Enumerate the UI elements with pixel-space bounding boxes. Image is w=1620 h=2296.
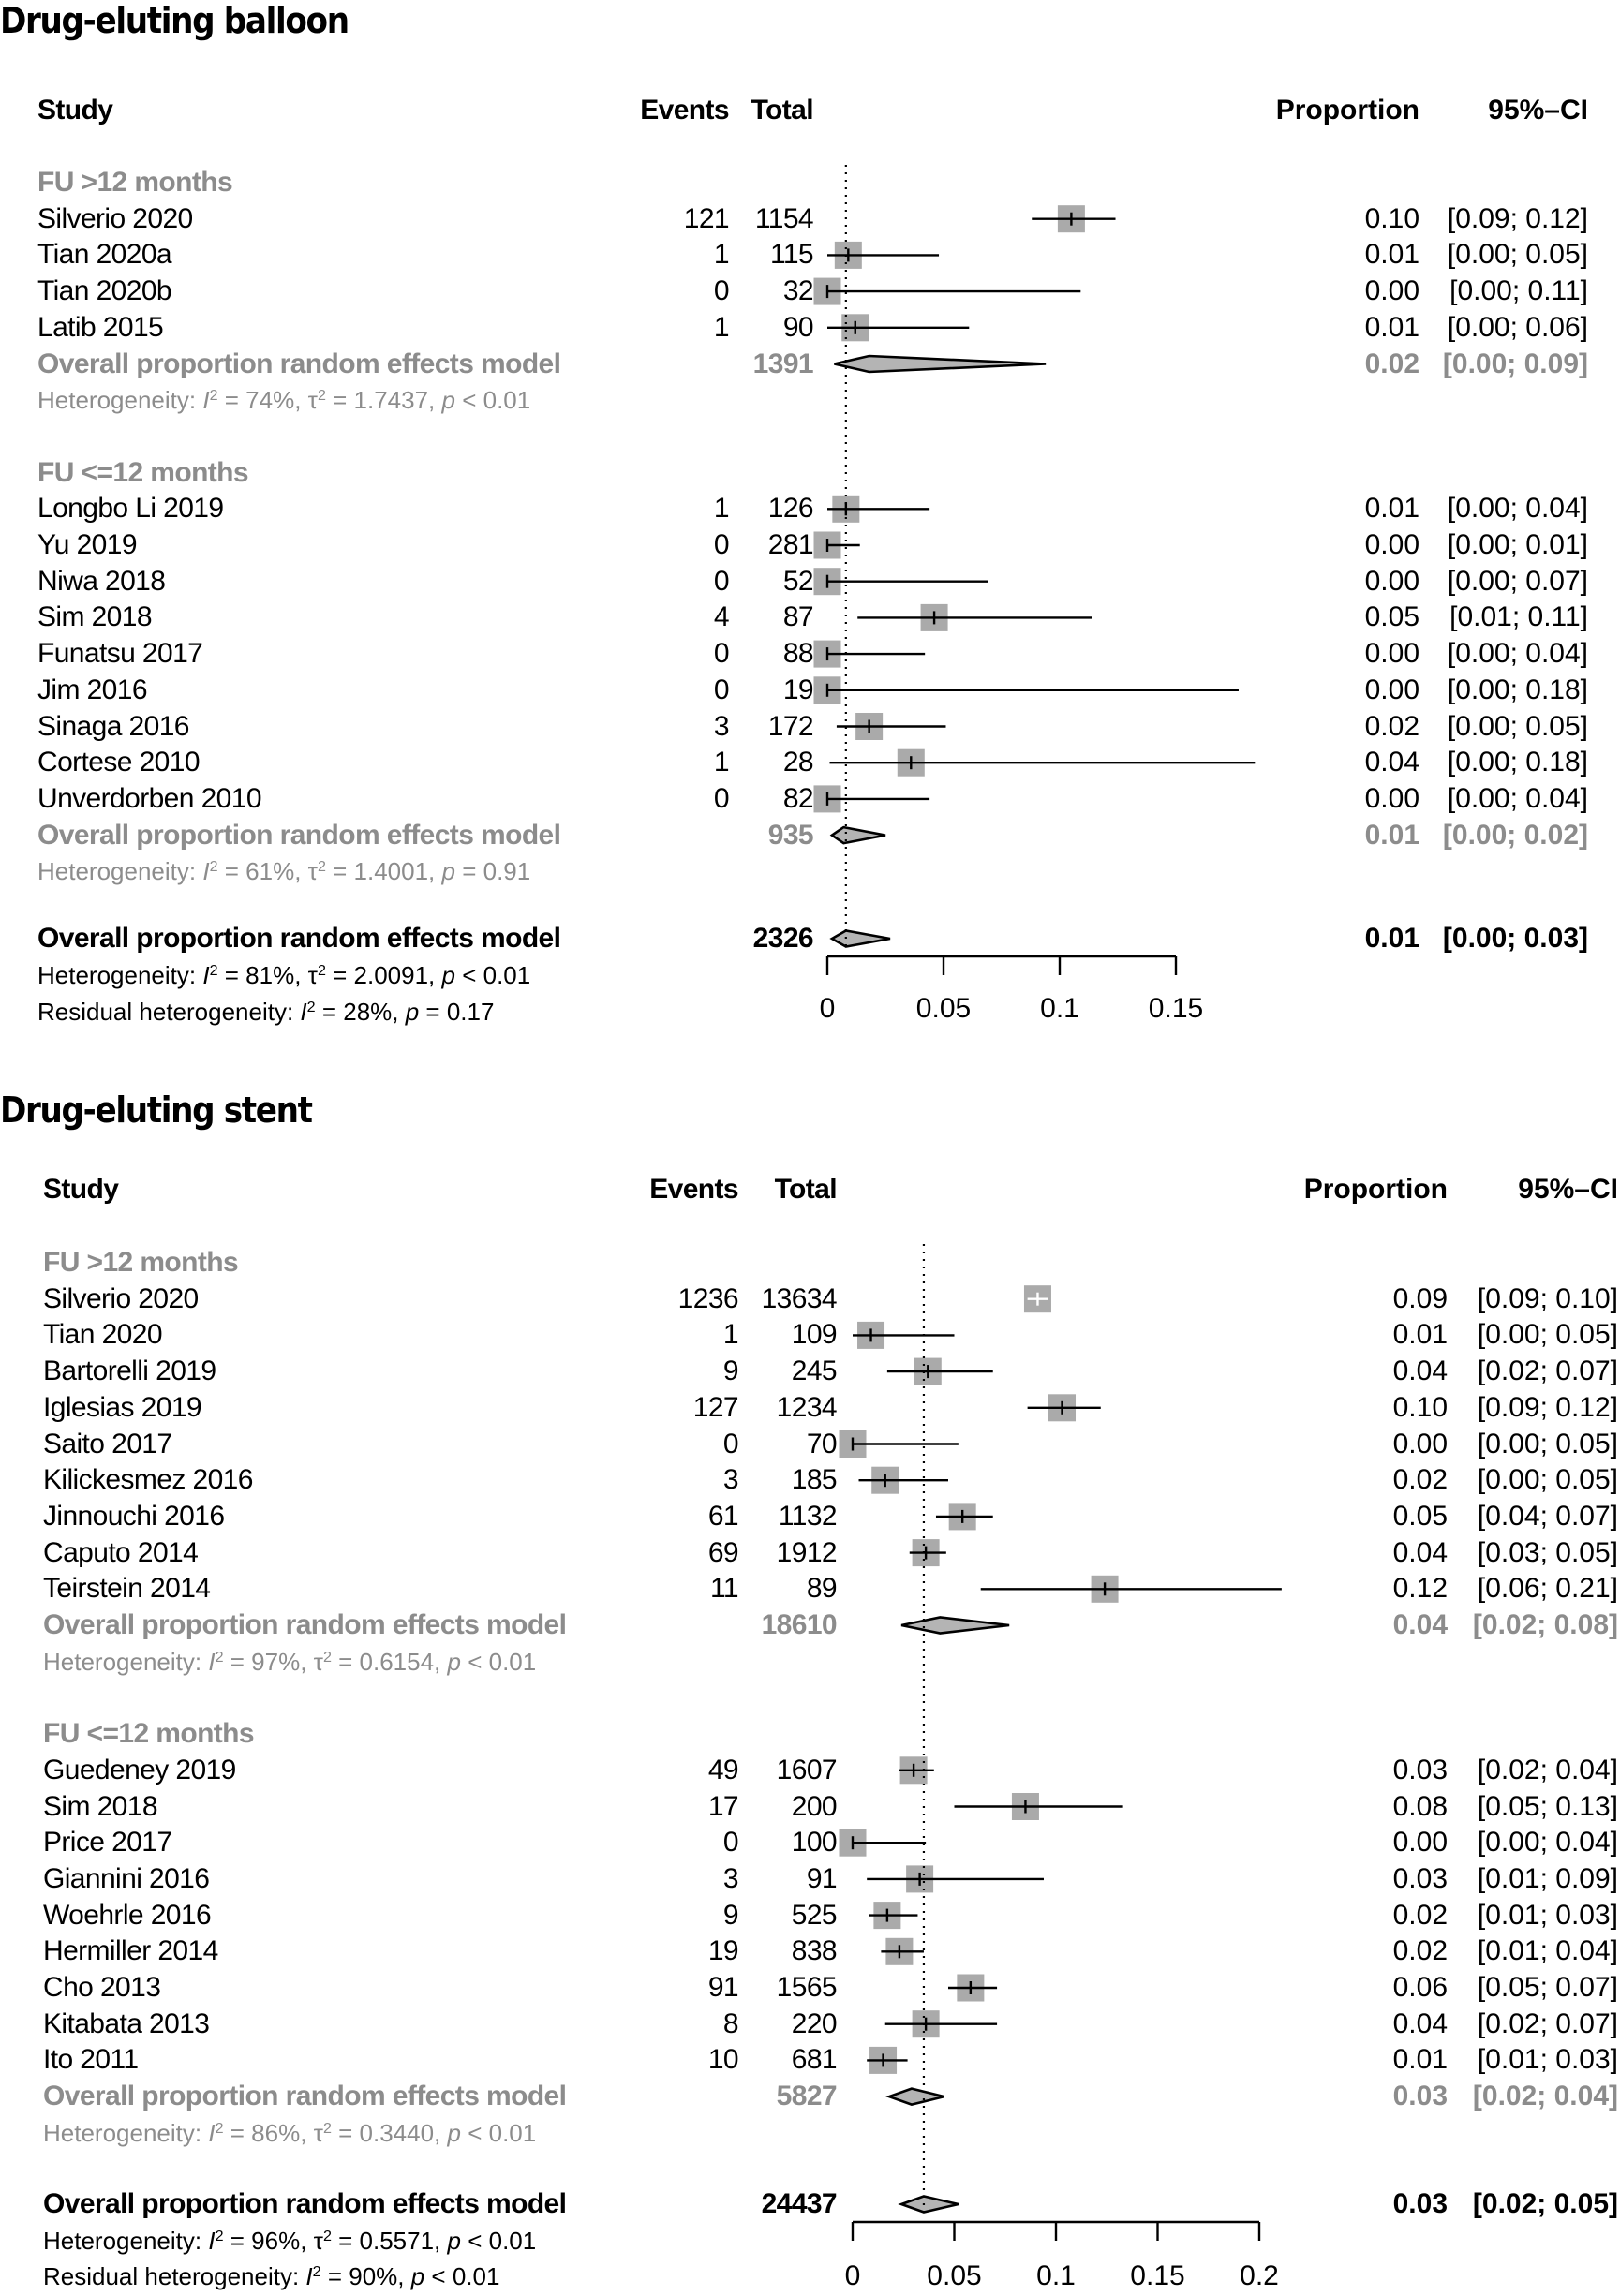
p-value: < 0.01 [424,2262,500,2290]
p-value: < 0.01 [460,2118,537,2147]
study-proportion: 0.03 [1392,1754,1448,1785]
study-events: 9 [722,1899,738,1931]
study-total: 281 [767,529,813,560]
tau2-exponent: 2 [317,387,326,405]
overall-label: Overall proportion random effects model [43,2188,567,2219]
subgroup-overall-label: Overall proportion random effects model [43,2081,567,2112]
study-proportion: 0.08 [1392,1790,1448,1822]
het-prefix: Residual heterogeneity: [37,998,301,1026]
study-total: 838 [791,1935,837,1967]
i2-exponent: 2 [312,2263,321,2281]
study-name: Kilickesmez 2016 [43,1464,253,1496]
study-events: 11 [710,1573,738,1605]
tau2-value: = 1.7437, [325,386,442,415]
study-events: 4 [713,601,729,633]
p-value: < 0.01 [454,961,531,989]
p-value: < 0.01 [460,1647,537,1676]
study-ci: [0.01; 0.04] [1477,1935,1618,1967]
study-name: Silverio 2020 [43,1282,199,1314]
study-events: 9 [722,1355,738,1387]
i2-value: = 28%, [315,998,406,1026]
study-proportion: 0.01 [1364,239,1419,271]
study-ci: [0.09; 0.10] [1477,1282,1618,1314]
study-events: 10 [707,2044,738,2076]
study-proportion: 0.00 [1392,1428,1448,1459]
i2-exponent: 2 [215,2119,224,2137]
study-ci: [0.01; 0.11] [1449,601,1588,633]
study-events: 0 [713,674,729,705]
study-proportion: 0.09 [1392,1282,1448,1314]
study-ci: [0.02; 0.07] [1477,1355,1618,1387]
study-name: Tian 2020a [37,239,172,271]
study-total: 1607 [776,1754,837,1785]
subgroup-overall-total: 1391 [752,348,813,379]
overall-label: Overall proportion random effects model [37,923,561,954]
i2-symbol: I [202,857,210,886]
x-axis-tick-label: 0 [819,993,836,1024]
subgroup-label: FU >12 months [37,167,233,198]
study-name: Teirstein 2014 [43,1573,211,1605]
overall-ci: [0.00; 0.03] [1442,923,1588,954]
tau2-exponent: 2 [317,858,326,876]
i2-exponent: 2 [209,858,218,876]
study-events: 91 [707,1972,738,2003]
subgroup-overall-proportion: 0.04 [1392,1609,1448,1640]
study-proportion: 0.02 [1392,1899,1448,1931]
study-total: 115 [769,239,813,271]
het-prefix: Heterogeneity: [43,1647,209,1676]
study-name: Jinnouchi 2016 [43,1500,225,1532]
subgroup-overall-label: Overall proportion random effects model [37,819,561,851]
study-proportion: 0.00 [1364,638,1419,670]
x-axis-tick-label: 0.15 [1148,993,1204,1024]
subgroup-overall-diamond [901,1618,1009,1634]
study-total: 172 [767,710,813,742]
study-ci: [0.00; 0.05] [1447,710,1588,742]
study-name: Giannini 2016 [43,1862,210,1894]
overall-proportion: 0.01 [1364,923,1419,954]
study-total: 28 [782,747,813,778]
study-proportion: 0.04 [1392,2007,1448,2039]
overall-diamond [901,2197,959,2213]
het-prefix: Heterogeneity: [43,2227,209,2255]
subgroup-overall-total: 5827 [776,2081,837,2112]
i2-value: = 90%, [320,2262,411,2290]
study-proportion: 0.00 [1392,1827,1448,1859]
tau2-symbol: τ [307,961,318,989]
study-events: 0 [713,565,729,597]
study-proportion: 0.02 [1364,710,1419,742]
study-name: Silverio 2020 [37,202,193,234]
tau2-symbol: τ [313,2227,323,2255]
het-prefix: Heterogeneity: [37,386,203,415]
study-total: 1912 [776,1536,837,1568]
study-total: 185 [791,1464,837,1496]
x-axis-tick-label: 0.05 [927,2260,982,2291]
overall-heterogeneity [43,2224,536,2258]
i2-symbol: I [208,2227,216,2255]
study-total: 126 [767,493,813,525]
study-ci: [0.04; 0.07] [1477,1500,1618,1532]
i2-value: = 61%, [217,857,308,886]
study-ci: [0.00; 0.04] [1447,493,1588,525]
subgroup-overall-proportion: 0.03 [1392,2081,1448,2112]
study-total: 82 [782,782,813,814]
study-ci: [0.01; 0.09] [1477,1862,1618,1894]
study-name: Hermiller 2014 [43,1935,218,1967]
p-value: < 0.01 [460,2227,537,2255]
study-name: Guedeney 2019 [43,1754,236,1785]
study-name: Niwa 2018 [37,565,166,597]
column-header-total: Total [774,1174,837,1205]
i2-value: = 97%, [223,1647,314,1676]
study-proportion: 0.01 [1364,493,1419,525]
residual-heterogeneity [43,2259,499,2293]
tau2-value: = 1.4001, [325,857,442,886]
study-events: 1 [722,1319,738,1351]
study-events: 0 [722,1428,738,1459]
x-axis-tick-label: 0.2 [1240,2260,1279,2291]
i2-value: = 86%, [223,2118,314,2147]
study-proportion: 0.06 [1392,1972,1448,2003]
p-symbol: p [447,1647,461,1676]
i2-exponent: 2 [215,1648,224,1666]
study-proportion: 0.00 [1364,275,1419,307]
study-total: 200 [791,1790,837,1822]
study-proportion: 0.10 [1364,202,1419,234]
study-events: 8 [722,2007,738,2039]
het-prefix: Residual heterogeneity: [43,2262,306,2290]
study-events: 3 [722,1862,738,1894]
study-name: Bartorelli 2019 [43,1355,216,1387]
study-proportion: 0.05 [1392,1500,1448,1532]
subgroup-overall-proportion: 0.01 [1364,819,1419,851]
study-total: 681 [791,2044,837,2076]
tau2-exponent: 2 [317,962,326,980]
study-ci: [0.05; 0.07] [1477,1972,1618,2003]
column-header-study: Study [43,1174,119,1205]
study-proportion: 0.01 [1392,1319,1448,1351]
study-events: 121 [683,202,729,234]
study-ci: [0.02; 0.07] [1477,2007,1618,2039]
i2-value: = 96%, [223,2227,314,2255]
study-proportion: 0.03 [1392,1862,1448,1894]
chart-title: Drug-eluting stent [0,1089,312,1131]
i2-symbol: I [305,2262,313,2290]
study-events: 0 [722,1827,738,1859]
study-name: Longbo Li 2019 [37,493,224,525]
study-total: 88 [782,638,813,670]
study-total: 19 [782,674,813,705]
subgroup-overall-ci: [0.02; 0.08] [1472,1609,1618,1640]
study-name: Tian 2020 [43,1319,162,1351]
study-name: Price 2017 [43,1827,172,1859]
study-name: Iglesias 2019 [43,1391,201,1423]
study-proportion: 0.04 [1392,1536,1448,1568]
study-proportion: 0.00 [1364,529,1419,560]
study-proportion: 0.02 [1392,1935,1448,1967]
study-ci: [0.02; 0.04] [1477,1754,1618,1785]
tau2-value: = 0.3440, [331,2118,448,2147]
i2-exponent: 2 [209,962,218,980]
study-ci: [0.03; 0.05] [1477,1536,1618,1568]
study-total: 220 [791,2007,837,2039]
study-name: Cortese 2010 [37,747,200,778]
i2-value: = 81%, [217,961,308,989]
column-header-events: Events [640,95,729,126]
x-axis-tick-label: 0 [844,2260,861,2291]
study-name: Caputo 2014 [43,1536,199,1568]
study-proportion: 0.01 [1364,311,1419,343]
study-ci: [0.05; 0.13] [1477,1790,1618,1822]
overall-total: 2326 [752,923,813,954]
overall-proportion: 0.03 [1392,2188,1448,2219]
study-total: 13634 [761,1282,837,1314]
study-total: 70 [806,1428,837,1459]
study-ci: [0.09; 0.12] [1477,1391,1618,1423]
p-value: = 0.91 [454,857,531,886]
subgroup-overall-label: Overall proportion random effects model [43,1609,567,1640]
study-ci: [0.06; 0.21] [1477,1573,1618,1605]
tau2-symbol: τ [313,1647,323,1676]
study-proportion: 0.05 [1364,601,1419,633]
i2-symbol: I [208,2118,216,2147]
column-header-ci: 95%–CI [1518,1174,1618,1205]
study-ci: [0.00; 0.04] [1477,1827,1618,1859]
column-header-total: Total [751,95,813,126]
column-header-events: Events [649,1174,738,1205]
study-ci: [0.00; 0.05] [1477,1464,1618,1496]
study-events: 1 [713,311,729,343]
study-proportion: 0.10 [1392,1391,1448,1423]
column-header-proportion: Proportion [1303,1174,1448,1205]
x-axis-tick-label: 0.05 [915,993,972,1024]
study-total: 1132 [778,1500,837,1532]
het-prefix: Heterogeneity: [37,961,203,989]
study-ci: [0.00; 0.01] [1447,529,1588,560]
subgroup-label: FU <=12 months [43,1718,254,1750]
study-total: 109 [791,1319,837,1351]
tau2-value: = 2.0091, [325,961,442,989]
subgroup-overall-diamond [889,2089,944,2105]
tau2-value: = 0.6154, [331,1647,448,1676]
x-axis-tick-label: 0.1 [1040,993,1079,1024]
column-header-proportion: Proportion [1275,95,1419,126]
tau2-exponent: 2 [322,2119,332,2137]
study-proportion: 0.12 [1392,1573,1448,1605]
study-events: 69 [707,1536,738,1568]
study-events: 0 [713,529,729,560]
study-ci: [0.01; 0.03] [1477,2044,1618,2076]
p-symbol: p [410,2262,425,2290]
study-events: 3 [722,1464,738,1496]
study-name: Sinaga 2016 [37,710,189,742]
p-symbol: p [441,386,455,415]
study-ci: [0.00; 0.06] [1447,311,1588,343]
tau2-value: = 0.5571, [331,2227,448,2255]
het-prefix: Heterogeneity: [37,857,203,886]
study-events: 19 [707,1935,738,1967]
subgroup-heterogeneity [43,1645,536,1679]
study-proportion: 0.00 [1364,782,1419,814]
study-events: 1 [713,493,729,525]
study-events: 49 [707,1754,738,1785]
study-total: 1154 [754,202,813,234]
overall-ci: [0.02; 0.05] [1472,2188,1618,2219]
study-name: Unverdorben 2010 [37,782,261,814]
i2-exponent: 2 [209,387,218,405]
study-proportion: 0.00 [1364,565,1419,597]
subgroup-overall-ci: [0.02; 0.04] [1472,2081,1618,2112]
subgroup-label: FU >12 months [43,1247,239,1278]
p-symbol: p [447,2118,461,2147]
study-proportion: 0.04 [1364,747,1419,778]
study-events: 0 [713,638,729,670]
het-prefix: Heterogeneity: [43,2118,209,2147]
p-symbol: p [447,2227,461,2255]
study-ci: [0.00; 0.18] [1447,674,1588,705]
study-name: Sim 2018 [37,601,152,633]
study-ci: [0.00; 0.05] [1477,1428,1618,1459]
study-total: 525 [791,1899,837,1931]
study-total: 87 [782,601,813,633]
study-name: Saito 2017 [43,1428,172,1459]
study-name: Jim 2016 [37,674,147,705]
tau2-symbol: τ [307,386,318,415]
study-name: Latib 2015 [37,311,164,343]
study-proportion: 0.02 [1392,1464,1448,1496]
study-proportion: 0.01 [1392,2044,1448,2076]
study-total: 1565 [776,1972,837,2003]
subgroup-label: FU <=12 months [37,456,248,488]
x-axis-tick-label: 0.15 [1130,2260,1185,2291]
subgroup-overall-proportion: 0.02 [1364,348,1419,379]
study-name: Woehrle 2016 [43,1899,212,1931]
column-header-ci: 95%–CI [1488,95,1588,126]
study-name: Yu 2019 [37,529,137,560]
p-value: < 0.01 [454,386,531,415]
study-proportion: 0.00 [1364,674,1419,705]
p-value: = 0.17 [419,998,495,1026]
subgroup-overall-total: 935 [767,819,813,851]
i2-exponent: 2 [306,999,316,1016]
i2-symbol: I [300,998,307,1026]
study-ci: [0.00; 0.05] [1447,239,1588,271]
subgroup-overall-ci: [0.00; 0.09] [1442,348,1588,379]
study-total: 91 [806,1862,837,1894]
subgroup-overall-label: Overall proportion random effects model [37,348,561,379]
study-ci: [0.00; 0.05] [1477,1319,1618,1351]
i2-exponent: 2 [215,2228,224,2245]
study-name: Kitabata 2013 [43,2007,210,2039]
study-total: 245 [791,1355,837,1387]
study-events: 1 [713,747,729,778]
study-name: Funatsu 2017 [37,638,203,670]
tau2-exponent: 2 [322,1648,332,1666]
study-events: 61 [707,1500,738,1532]
subgroup-overall-ci: [0.00; 0.02] [1442,819,1588,851]
study-ci: [0.00; 0.04] [1447,782,1588,814]
study-ci: [0.00; 0.18] [1447,747,1588,778]
subgroup-overall-total: 18610 [761,1609,837,1640]
p-symbol: p [441,961,455,989]
study-total: 90 [782,311,813,343]
study-events: 17 [707,1790,738,1822]
column-header-study: Study [37,95,113,126]
study-events: 3 [713,710,729,742]
study-total: 100 [791,1827,837,1859]
study-ci: [0.00; 0.11] [1449,275,1588,307]
study-total: 32 [782,275,813,307]
study-total: 89 [806,1573,837,1605]
study-total: 52 [782,565,813,597]
study-ci: [0.00; 0.04] [1447,638,1588,670]
study-events: 0 [713,275,729,307]
i2-symbol: I [202,961,210,989]
study-proportion: 0.04 [1392,1355,1448,1387]
p-symbol: p [441,857,455,886]
study-ci: [0.00; 0.07] [1447,565,1588,597]
tau2-exponent: 2 [322,2228,332,2245]
study-events: 0 [713,782,729,814]
i2-value: = 74%, [217,386,308,415]
subgroup-heterogeneity [43,2116,536,2150]
study-total: 1234 [776,1391,837,1423]
i2-symbol: I [202,386,210,415]
study-ci: [0.09; 0.12] [1447,202,1588,234]
study-name: Sim 2018 [43,1790,157,1822]
tau2-symbol: τ [313,2118,323,2147]
study-events: 1236 [677,1282,738,1314]
tau2-symbol: τ [307,857,318,886]
study-name: Tian 2020b [37,275,172,307]
i2-symbol: I [208,1647,216,1676]
x-axis-tick-label: 0.1 [1036,2260,1076,2291]
study-ci: [0.01; 0.03] [1477,1899,1618,1931]
study-name: Cho 2013 [43,1972,161,2003]
overall-total: 24437 [761,2188,837,2219]
chart-title: Drug-eluting balloon [0,0,349,41]
p-symbol: p [405,998,420,1026]
study-name: Ito 2011 [43,2044,139,2076]
study-events: 127 [692,1391,738,1423]
study-events: 1 [713,239,729,271]
